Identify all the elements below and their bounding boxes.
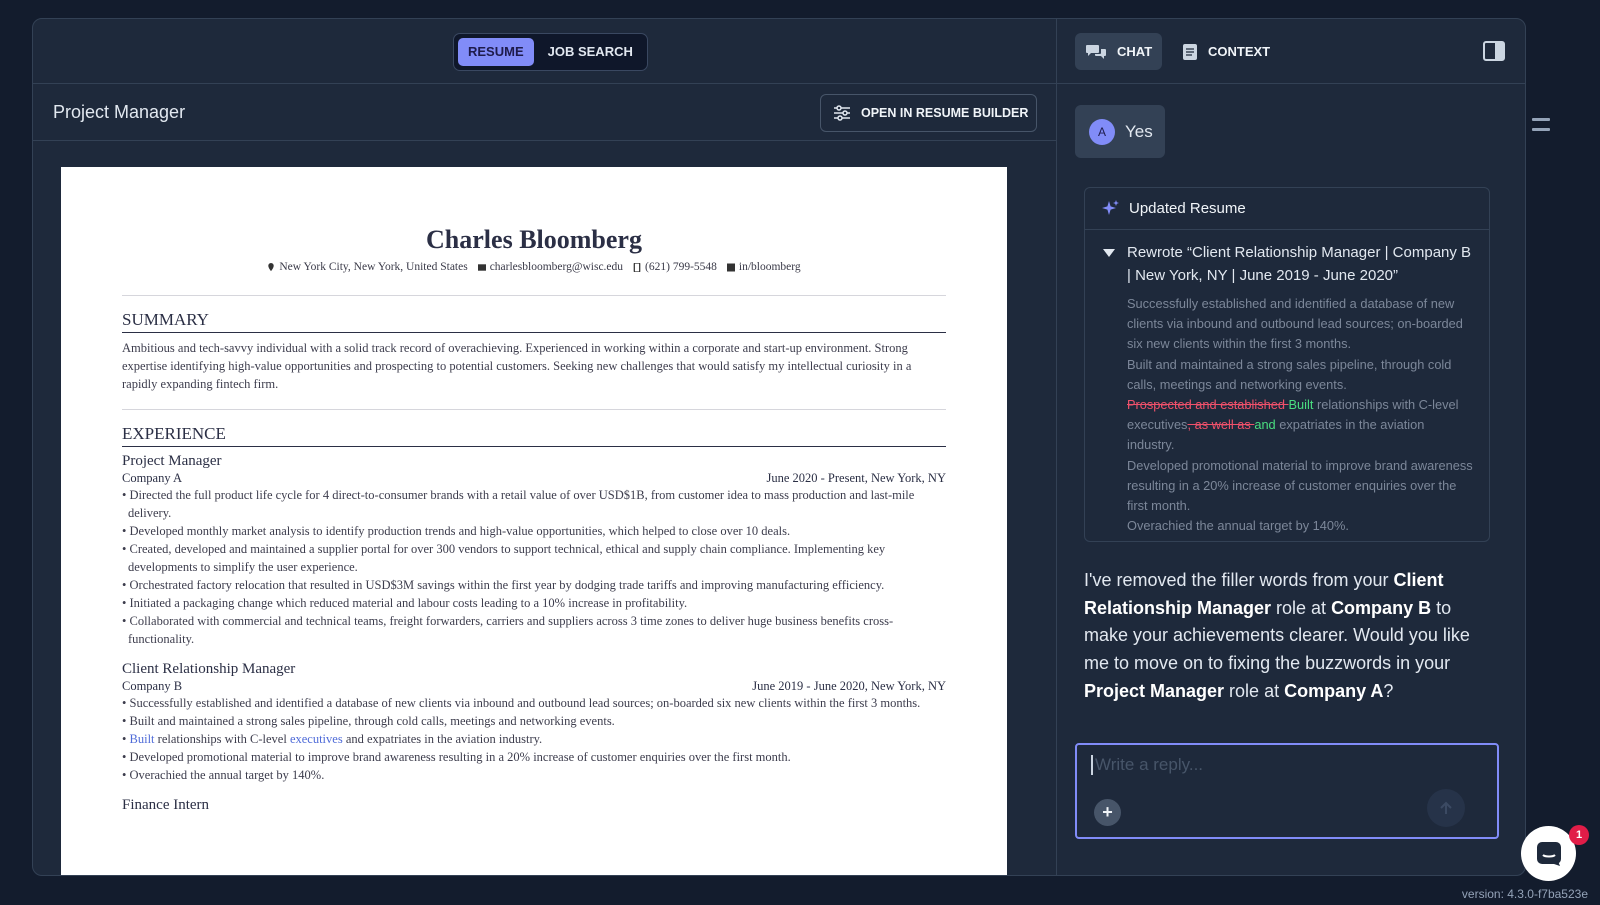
contact-email: charlesbloomberg@wisc.edu <box>489 261 624 273</box>
job-meta <box>122 471 946 486</box>
bullet: • Developed promotional material to improve brand awareness resulting in a 20% increase of customer enquiries over the first month. <box>122 750 791 764</box>
assistant-message: I've removed the filler words from your Client Relationship Manager role at Company B to make your achievements clearer. Would you like me to move on to fixing the buzzwords in your Project Manager role at Company A? <box>1084 570 1470 701</box>
chat-tabs <box>1057 19 1526 84</box>
job-dates: June 2019 - June 2020, New York, NY <box>752 679 946 693</box>
experience-heading: EXPERIENCE <box>122 424 946 447</box>
email-icon <box>478 263 486 272</box>
summary-heading: SUMMARY <box>122 310 946 333</box>
inserted-text: and <box>1254 417 1276 433</box>
bullet: • Orchestrated factory relocation that resulted in USD$3M savings within the first year by dodging trade tariffs and improving manufacturing efficiency. <box>122 578 885 592</box>
chat-bubbles-icon <box>1085 44 1107 60</box>
tab-context[interactable] <box>1172 33 1280 70</box>
document-icon <box>1182 43 1198 61</box>
tab-chat[interactable] <box>1075 33 1162 70</box>
bullet: • Successfully established and identified a database of new clients via inbound and outbound lead sources; on-boarded six new clients within the first 3 months. <box>122 696 921 710</box>
diff-block <box>1103 294 1473 536</box>
diff-line: Successfully established and identified a database of new clients via inbound and outbound lead sources; on-boarded six new clients within the first 3 months. <box>1127 296 1463 352</box>
reply-input[interactable] <box>1075 743 1499 839</box>
divider <box>122 295 946 296</box>
user-message-text: Yes <box>1125 121 1153 141</box>
menu-icon[interactable] <box>1532 118 1550 138</box>
chat-pane <box>1056 19 1526 876</box>
contact-phone: (621) 799-5548 <box>645 261 717 273</box>
contact-linkedin: in/bloomberg <box>738 261 801 273</box>
change-title: Rewrote “Client Relationship Manager | Company B | New York, NY | June 2019 - June 2020” <box>1127 244 1472 284</box>
mode-toggle <box>453 33 648 71</box>
user-message <box>1075 105 1165 158</box>
diff-line: Prospected and established Built relationships with C-level executives, as well as and expatriates in the aviation industry. <box>1127 397 1459 453</box>
resume-toggle[interactable]: RESUME <box>458 38 534 66</box>
job-search-toggle[interactable]: JOB SEARCH <box>547 44 633 59</box>
highlight-word: executives <box>289 732 343 746</box>
job-title: Finance Intern <box>122 797 210 813</box>
job-company: Company A <box>122 471 183 485</box>
deleted-text: Prospected and established <box>1127 397 1289 413</box>
phone-icon <box>633 263 641 272</box>
resume-document <box>61 167 1007 876</box>
job-dates: June 2020 - Present, New York, NY <box>766 471 946 485</box>
change-toggle[interactable] <box>1103 241 1473 287</box>
arrow-up-icon <box>1439 801 1453 815</box>
card-header <box>1085 188 1489 230</box>
bullet: • Built and maintained a strong sales pipeline, through cold calls, meetings and networking events. <box>122 714 615 728</box>
reply-placeholder: Write a reply... <box>1091 755 1203 775</box>
contact-location: New York City, New York, United States <box>279 261 468 273</box>
bullet: • Overachied the annual target by 140%. <box>122 768 325 782</box>
open-resume-builder-button[interactable] <box>820 94 1037 132</box>
add-attachment-button[interactable]: + <box>1094 799 1121 826</box>
diff-line: Built and maintained a strong sales pipeline, through cold calls, meetings and networking events. <box>1127 356 1452 392</box>
app-window <box>32 18 1526 876</box>
top-bar <box>33 19 1056 84</box>
job-meta <box>122 679 946 694</box>
open-resume-builder-label: OPEN IN RESUME BUILDER <box>861 106 1029 120</box>
location-pin-icon <box>267 263 275 272</box>
divider <box>122 409 946 410</box>
sliders-icon <box>833 105 851 121</box>
title-bar <box>33 84 1056 141</box>
caret-down-icon[interactable] <box>1103 249 1115 257</box>
job-title: Project Manager <box>122 453 222 469</box>
highlight-word: Built <box>129 732 155 746</box>
inserted-text: Built <box>1288 397 1314 413</box>
panel-toggle-icon[interactable] <box>1483 41 1505 61</box>
tab-chat-label: CHAT <box>1117 44 1153 59</box>
support-chat-icon <box>1536 841 1562 867</box>
send-button[interactable] <box>1427 789 1465 827</box>
summary-text: Ambitious and tech-savvy individual with a solid track record of overachieving. Experienced in working within a corporate and start-up environment. Strong expertise identifying high-value opportunities and prospecting to potential customers. Seeking new challenges that would satisfy my intellectual curiosity in a rapidly expanding fintech firm. <box>122 341 912 391</box>
updated-resume-card <box>1084 187 1490 542</box>
change-item <box>1103 241 1473 536</box>
resume-pane <box>33 19 1056 876</box>
notification-badge: 1 <box>1569 825 1589 845</box>
support-chat-button[interactable] <box>1521 826 1576 881</box>
bullet: • Initiated a packaging change which reduced material and labour costs leading to a 10% increase in profitability. <box>122 596 688 610</box>
bullet: • Developed monthly market analysis to identify production trends and high-value opportunities, which helped to close over 10 deals. <box>122 524 791 538</box>
resume-name: Charles Bloomberg <box>426 225 642 254</box>
diff-line: Overachied the annual target by 140%. <box>1127 518 1349 534</box>
bullet: • Created, developed and maintained a supplier portal for over 300 vendors to support technical, ethical and supply chain compliance. Implementing key developments to simplify the user experience. <box>122 542 886 574</box>
job-company: Company B <box>122 679 183 693</box>
bullet: • Collaborated with commercial and technical teams, freight forwarders, carriers and suppliers across 3 time zones to deliver huge business benefits cross-functionality. <box>122 614 894 646</box>
bullet: • Directed the full product life cycle for 4 direct-to-consumer brands with a retail value of over USD$1B, from customer idea to mass production and last-mile delivery. <box>122 488 915 520</box>
deleted-text: , as well as <box>1187 417 1255 433</box>
sparkles-icon <box>1101 199 1121 219</box>
bullet-updated: • Built relationships with C-level executives and expatriates in the aviation industry. <box>122 732 543 746</box>
contact-line <box>122 261 946 273</box>
tab-context-label: CONTEXT <box>1208 44 1271 59</box>
diff-line: Developed promotional material to improve brand awareness resulting in a 20% increase of customer enquiries over the first month. <box>1127 457 1473 514</box>
linkedin-icon <box>727 263 735 272</box>
avatar: A <box>1089 119 1115 145</box>
job-title: Client Relationship Manager <box>122 661 296 677</box>
card-title: Updated Resume <box>1129 200 1246 217</box>
page-title: Project Manager <box>53 102 186 122</box>
version-label: version: 4.3.0-f7ba523e <box>1461 887 1588 901</box>
